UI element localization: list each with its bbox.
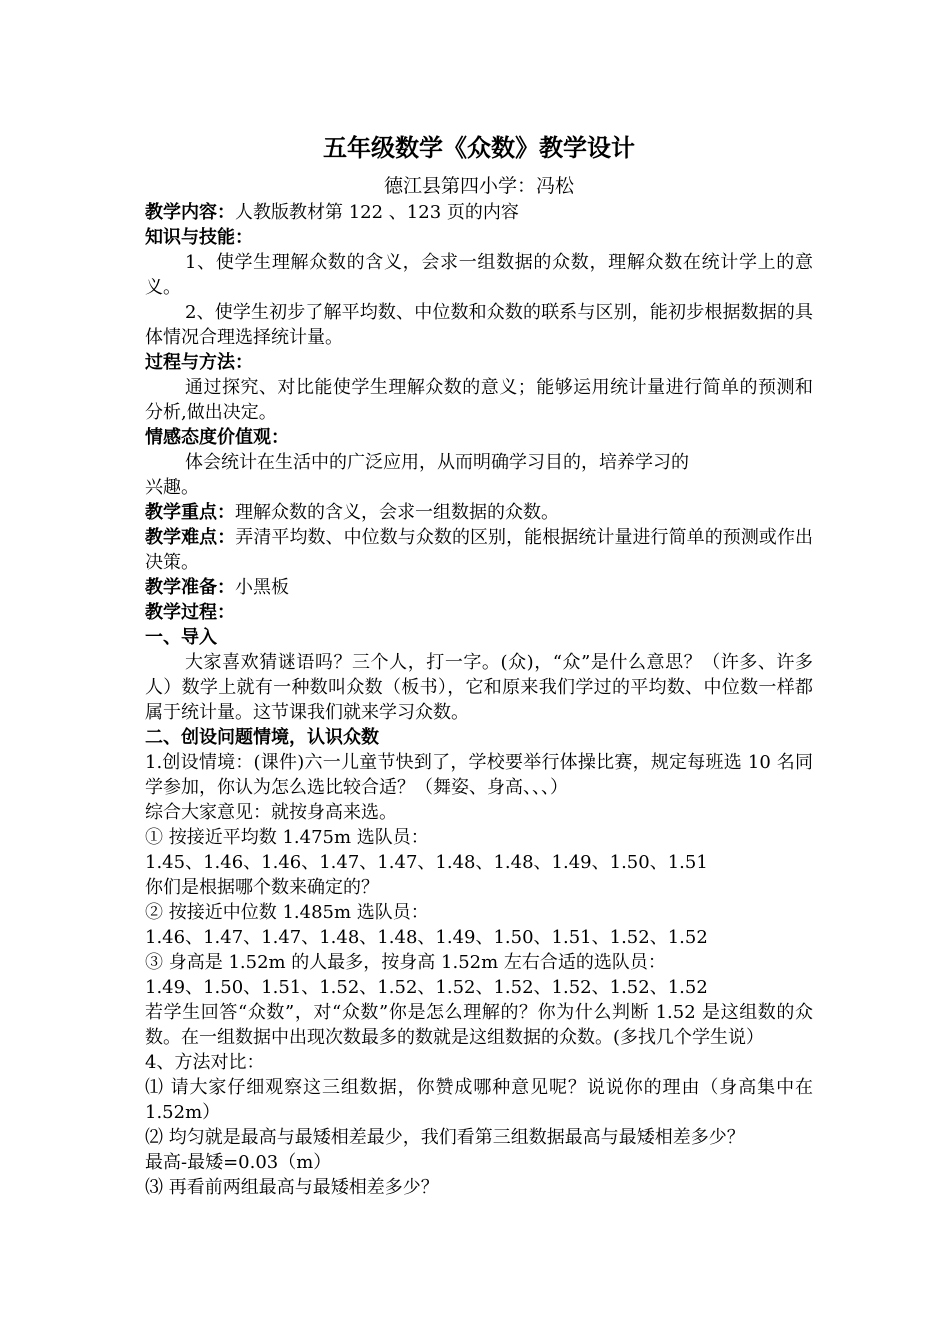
data-set-1: 1.45、1.46、1.46、1.47、1.47、1.48、1.48、1.49、1.50、1.51 <box>145 852 708 873</box>
section-1-heading: 一、导入 <box>145 627 217 648</box>
compare-item-1: ⑴ 请大家仔细观察这三组数据，你赞成哪种意见呢？说说你的理由（身高集中在 1.52m） <box>145 1077 813 1123</box>
emotion-heading: 情感态度价值观： <box>145 427 289 448</box>
question-1: 你们是根据哪个数来确定的？ <box>145 877 379 898</box>
knowledge-item-1: 1、使学生理解众数的含义，会求一组数据的众数，理解众数在统计学上的意义。 <box>145 252 813 298</box>
teaching-prep-text: 小黑板 <box>235 577 289 598</box>
data-set-3: 1.49、1.50、1.51、1.52、1.52、1.52、1.52、1.52、1.52、1.52 <box>145 977 708 998</box>
process-heading: 过程与方法： <box>145 352 253 373</box>
document-body <box>145 128 813 1200</box>
emotion-text-line-2: 兴趣。 <box>145 477 199 498</box>
key-point <box>145 500 813 525</box>
difficult-point-label: 教学难点： <box>145 527 236 548</box>
option-3: ③ 身高是 1.52m 的人最多，按身高 1.52m 左右合适的选队员： <box>145 952 666 973</box>
compare-item-2: ⑵ 均匀就是最高与最矮相差最少，我们看第三组数据最高与最矮相差多少？ <box>145 1127 745 1148</box>
option-1: ① 按接近平均数 1.475m 选队员： <box>145 827 429 848</box>
teaching-content-text: 人教版教材第 122 、123 页的内容 <box>235 202 519 223</box>
page-title: 五年级数学《众数》教学设计 <box>323 133 635 162</box>
compare-item-3: ⑶ 再看前两组最高与最矮相差多少？ <box>145 1177 439 1198</box>
process-text: 通过探究、对比能使学生理解众数的意义；能够运用统计量进行简单的预测和分析,做出决定。 <box>145 377 813 423</box>
key-point-text: 理解众数的含义，会求一组数据的众数。 <box>235 502 559 523</box>
scenario-text: 1.创设情境：(课件)六一儿童节快到了，学校要举行体操比赛，规定每班选 10 名同学参加，你认为怎么选比较合适？（舞姿、身高、、、） <box>145 752 813 798</box>
procedure-heading: 教学过程： <box>145 602 235 623</box>
data-set-2: 1.46、1.47、1.47、1.48、1.48、1.49、1.50、1.51、1.52、1.52 <box>145 927 708 948</box>
answer-text: 若学生回答“众数”，对“众数”你是怎么理解的？你为什么判断 1.52 是这组数的众数。在一组数据中出现次数最多的数就是这组数据的众数。(多找几个学生说） <box>145 1002 813 1048</box>
section-1-text: 大家喜欢猜谜语吗？三个人，打一字。(众)，“众”是什么意思？（许多、许多人）数学上就有一种数叫众数（板书），它和原来我们学过的平均数、中位数一样都属于统计量。这节课我们就来学习众数。 <box>145 652 813 723</box>
opinion-text: 综合大家意见：就按身高来选。 <box>145 802 397 823</box>
author-line: 德江县第四小学：冯松 <box>383 175 574 197</box>
compare-item-2-calc: 最高-最矮=0.03（m） <box>145 1152 332 1173</box>
knowledge-item-2: 2、使学生初步了解平均数、中位数和众数的联系与区别，能初步根据数据的具体情况合理选择统计量。 <box>145 302 813 348</box>
teaching-prep-label: 教学准备： <box>145 577 235 598</box>
section-2-heading: 二、创设问题情境，认识众数 <box>145 727 379 748</box>
teaching-prep <box>145 575 813 600</box>
teaching-content-label: 教学内容： <box>145 202 235 223</box>
knowledge-heading: 知识与技能： <box>145 227 253 248</box>
difficult-point <box>145 525 813 575</box>
emotion-text-line-1: 体会统计在生活中的广泛应用，从而明确学习目的，培养学习的 <box>185 452 689 473</box>
teaching-content <box>145 200 813 225</box>
compare-heading: 4、方法对比： <box>145 1052 265 1073</box>
option-2: ② 按接近中位数 1.485m 选队员： <box>145 902 429 923</box>
key-point-label: 教学重点： <box>145 502 235 523</box>
difficult-point-text: 弄清平均数、中位数与众数的区别，能根据统计量进行简单的预测或作出决策。 <box>145 527 814 573</box>
